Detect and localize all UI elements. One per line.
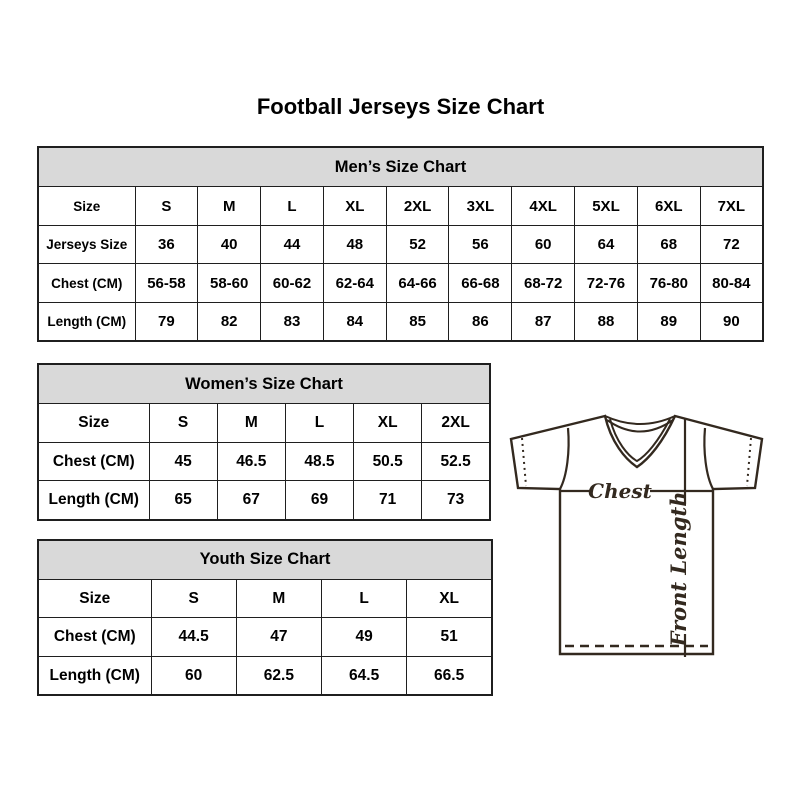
table-cell: 64.5 xyxy=(322,656,407,695)
table-row xyxy=(38,442,490,481)
table-cell: L xyxy=(285,404,353,443)
table-cell: 64-66 xyxy=(386,264,449,303)
table-cell: 82 xyxy=(198,302,261,341)
content-area xyxy=(37,0,764,696)
row-label: Length (CM) xyxy=(38,481,149,520)
table-cell: 44.5 xyxy=(151,618,236,657)
table-cell: M xyxy=(198,187,261,226)
table-cell: 86 xyxy=(449,302,512,341)
table-row xyxy=(38,225,763,264)
table-cell: S xyxy=(135,187,198,226)
table-header-row xyxy=(38,540,492,580)
table-title: Women’s Size Chart xyxy=(38,364,490,404)
table-cell: L xyxy=(261,187,324,226)
row-label: Size xyxy=(38,404,149,443)
table-header-row xyxy=(38,147,763,187)
jersey-outline-icon xyxy=(511,416,762,654)
row-label: Chest (CM) xyxy=(38,442,149,481)
table-row xyxy=(38,618,492,657)
table-cell: 73 xyxy=(422,481,490,520)
table-cell: 48.5 xyxy=(285,442,353,481)
mens-size-table xyxy=(37,146,764,342)
table-cell: 76-80 xyxy=(637,264,700,303)
table-cell: 85 xyxy=(386,302,449,341)
table-cell: 84 xyxy=(323,302,386,341)
table-cell: 4XL xyxy=(512,187,575,226)
table-cell: 62-64 xyxy=(323,264,386,303)
table-cell: M xyxy=(217,404,285,443)
row-label: Length (CM) xyxy=(38,656,151,695)
table-cell: 46.5 xyxy=(217,442,285,481)
table-cell: 60 xyxy=(151,656,236,695)
table-row xyxy=(38,187,763,226)
table-row xyxy=(38,481,490,520)
table-cell: 6XL xyxy=(637,187,700,226)
table-row xyxy=(38,404,490,443)
table-cell: 44 xyxy=(261,225,324,264)
table-row xyxy=(38,656,492,695)
table-cell: XL xyxy=(354,404,422,443)
table-cell: 7XL xyxy=(700,187,763,226)
womens-size-table xyxy=(37,363,491,521)
table-cell: 50.5 xyxy=(354,442,422,481)
table-cell: 64 xyxy=(575,225,638,264)
row-label: Length (CM) xyxy=(38,302,135,341)
jersey-diagram-icon xyxy=(508,406,768,679)
table-cell: 79 xyxy=(135,302,198,341)
table-cell: S xyxy=(151,579,236,618)
front-length-measure-label: Front Length xyxy=(666,491,691,647)
page-title: Football Jerseys Size Chart xyxy=(256,94,545,119)
table-cell: XL xyxy=(323,187,386,226)
table-row xyxy=(38,579,492,618)
table-cell: XL xyxy=(407,579,492,618)
table-header-row xyxy=(38,364,490,404)
row-label: Size xyxy=(38,187,135,226)
table-cell: 36 xyxy=(135,225,198,264)
table-cell: 83 xyxy=(261,302,324,341)
table-cell: 88 xyxy=(575,302,638,341)
table-cell: 71 xyxy=(354,481,422,520)
youth-size-table xyxy=(37,539,493,697)
table-cell: 65 xyxy=(149,481,217,520)
chest-measure-label: Chest xyxy=(588,479,652,504)
table-cell: 52.5 xyxy=(422,442,490,481)
table-cell: 89 xyxy=(637,302,700,341)
table-cell: 48 xyxy=(323,225,386,264)
jersey-measurement-diagram xyxy=(508,406,768,679)
table-cell: 3XL xyxy=(449,187,512,226)
table-title: Youth Size Chart xyxy=(38,540,492,580)
table-cell: 60 xyxy=(512,225,575,264)
row-label: Jerseys Size xyxy=(38,225,135,264)
collar-arc-icon xyxy=(605,416,675,424)
row-label: Chest (CM) xyxy=(38,618,151,657)
table-cell: M xyxy=(236,579,321,618)
table-cell: 2XL xyxy=(386,187,449,226)
table-cell: 40 xyxy=(198,225,261,264)
small-tables-column xyxy=(37,342,493,696)
table-cell: 58-60 xyxy=(198,264,261,303)
table-cell: 68-72 xyxy=(512,264,575,303)
table-cell: 49 xyxy=(322,618,407,657)
table-cell: S xyxy=(149,404,217,443)
table-title: Men’s Size Chart xyxy=(38,147,763,187)
row-label: Chest (CM) xyxy=(38,264,135,303)
table-cell: 67 xyxy=(217,481,285,520)
table-cell: 62.5 xyxy=(236,656,321,695)
table-cell: 2XL xyxy=(422,404,490,443)
table-cell: 45 xyxy=(149,442,217,481)
lower-section xyxy=(37,342,764,696)
table-cell: 56 xyxy=(449,225,512,264)
table-cell: 80-84 xyxy=(700,264,763,303)
table-cell: 68 xyxy=(637,225,700,264)
table-row xyxy=(38,264,763,303)
table-cell: 51 xyxy=(407,618,492,657)
table-row xyxy=(38,302,763,341)
row-label: Size xyxy=(38,579,151,618)
table-cell: 72 xyxy=(700,225,763,264)
table-cell: 66.5 xyxy=(407,656,492,695)
table-cell: 66-68 xyxy=(449,264,512,303)
table-cell: L xyxy=(322,579,407,618)
table-cell: 72-76 xyxy=(575,264,638,303)
table-cell: 52 xyxy=(386,225,449,264)
table-cell: 5XL xyxy=(575,187,638,226)
table-cell: 90 xyxy=(700,302,763,341)
table-cell: 87 xyxy=(512,302,575,341)
table-cell: 47 xyxy=(236,618,321,657)
table-cell: 60-62 xyxy=(261,264,324,303)
table-cell: 56-58 xyxy=(135,264,198,303)
table-cell: 69 xyxy=(285,481,353,520)
